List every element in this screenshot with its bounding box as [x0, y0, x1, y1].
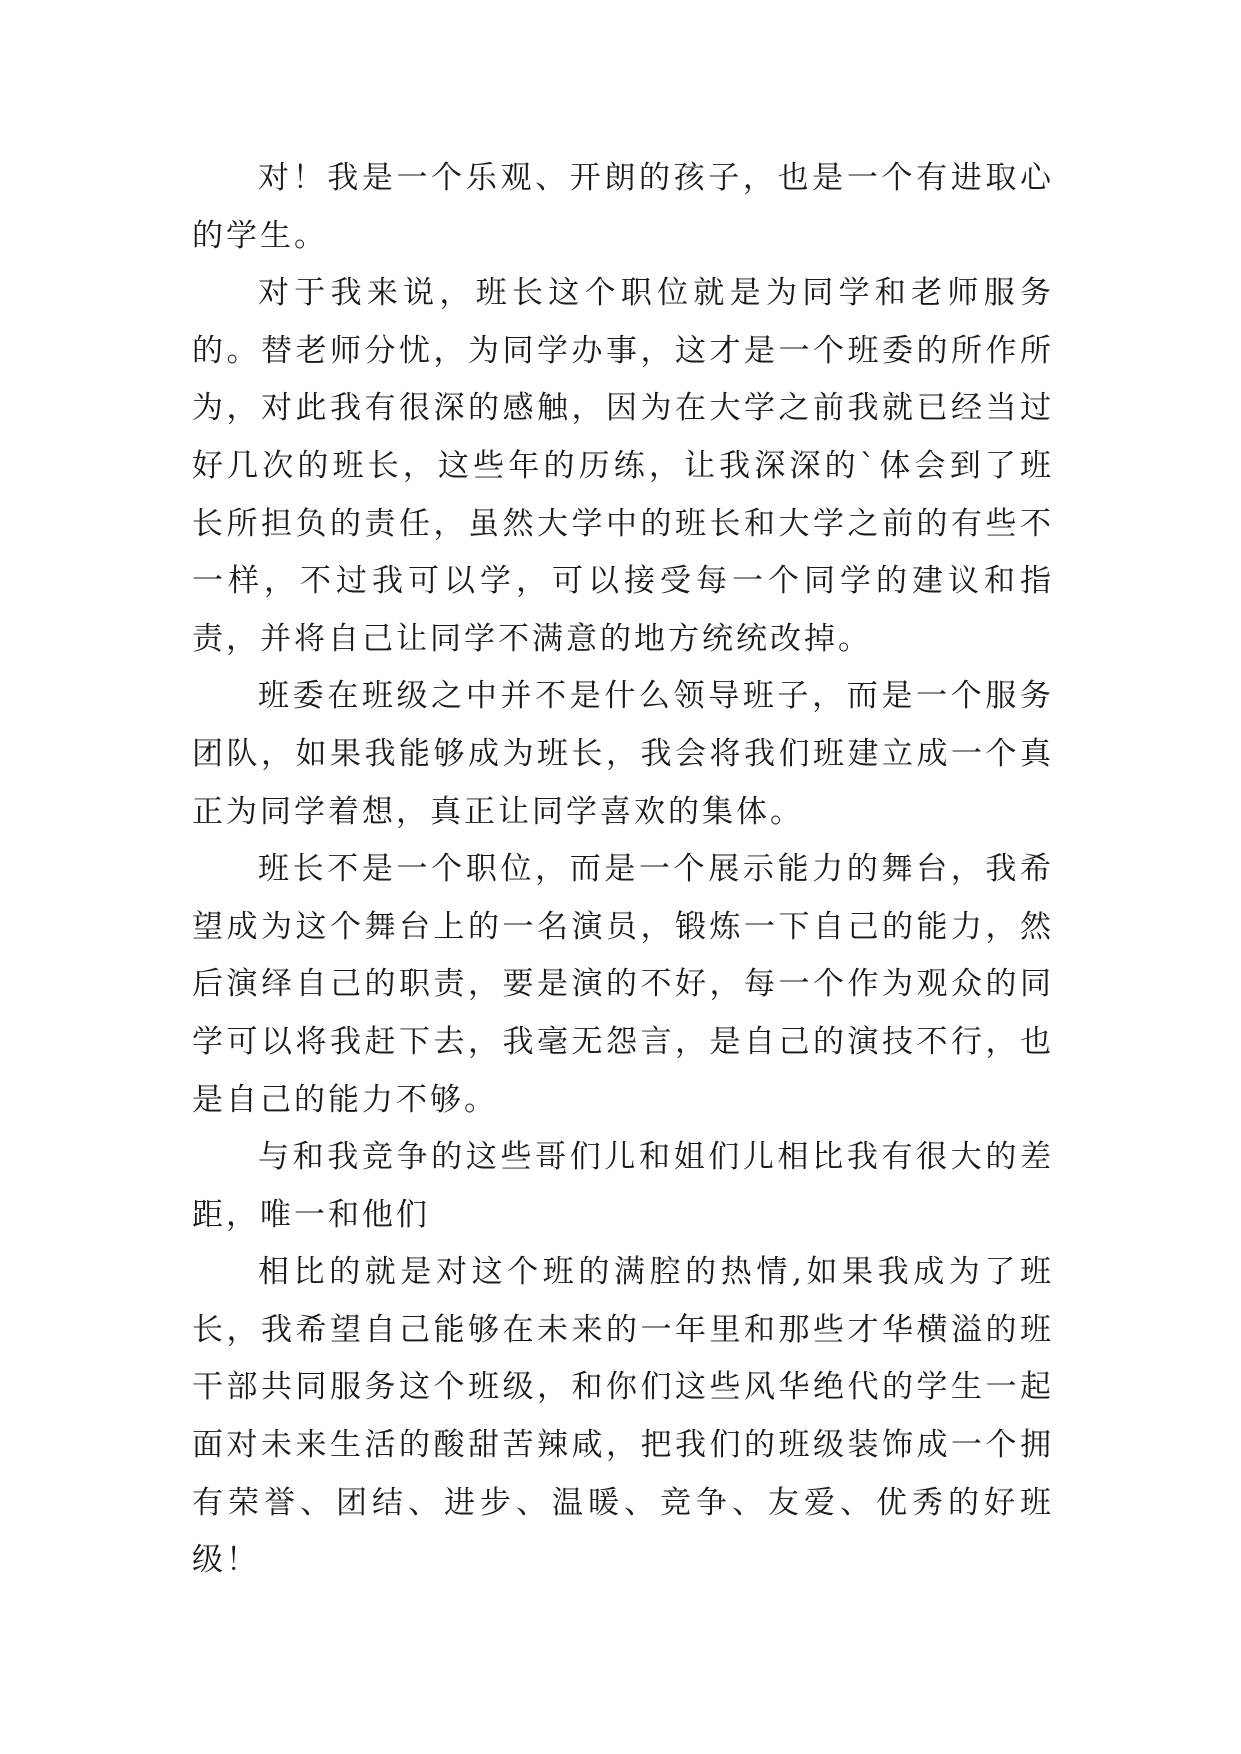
- paragraph: 与和我竞争的这些哥们儿和姐们儿相比我有很大的差距，唯一和他们: [192, 1139, 1054, 1233]
- paragraph: 对！我是一个乐观、开朗的孩子，也是一个有进取心的学生。: [192, 160, 1054, 254]
- paragraph: 班长不是一个职位，而是一个展示能力的舞台，我希望成为这个舞台上的一名演员，锻炼一下自己的能力，然后演绎自己的职责，要是演的不好，每一个作为观众的同学可以将我赶下去，我毫无怨言，是自己的演技不行，也是自己的能力不够。: [192, 851, 1054, 1118]
- document-body: [192, 150, 1054, 1590]
- paragraph: 对于我来说，班长这个职位就是为同学和老师服务的。替老师分忧，为同学办事，这才是一个班委的所作所为，对此我有很深的感触，因为在大学之前我就已经当过好几次的班长，这些年的历练，让我深深的`体会到了班长所担负的责任，虽然大学中的班长和大学之前的有些不一样，不过我可以学，可以接受每一个同学的建议和指责，并将自己让同学不满意的地方统统改掉。: [192, 275, 1054, 657]
- paragraph: 相比的就是对这个班的满腔的热情,如果我成为了班长，我希望自己能够在未来的一年里和那些才华横溢的班干部共同服务这个班级，和你们这些风华绝代的学生一起面对未来生活的酸甜苦辣咸，把我们的班级装饰成一个拥有荣誉、团结、进步、温暖、竞争、友爱、优秀的好班级！: [192, 1254, 1054, 1579]
- paragraph: 班委在班级之中并不是什么领导班子，而是一个服务团队，如果我能够成为班长，我会将我们班建立成一个真正为同学着想，真正让同学喜欢的集体。: [192, 678, 1054, 830]
